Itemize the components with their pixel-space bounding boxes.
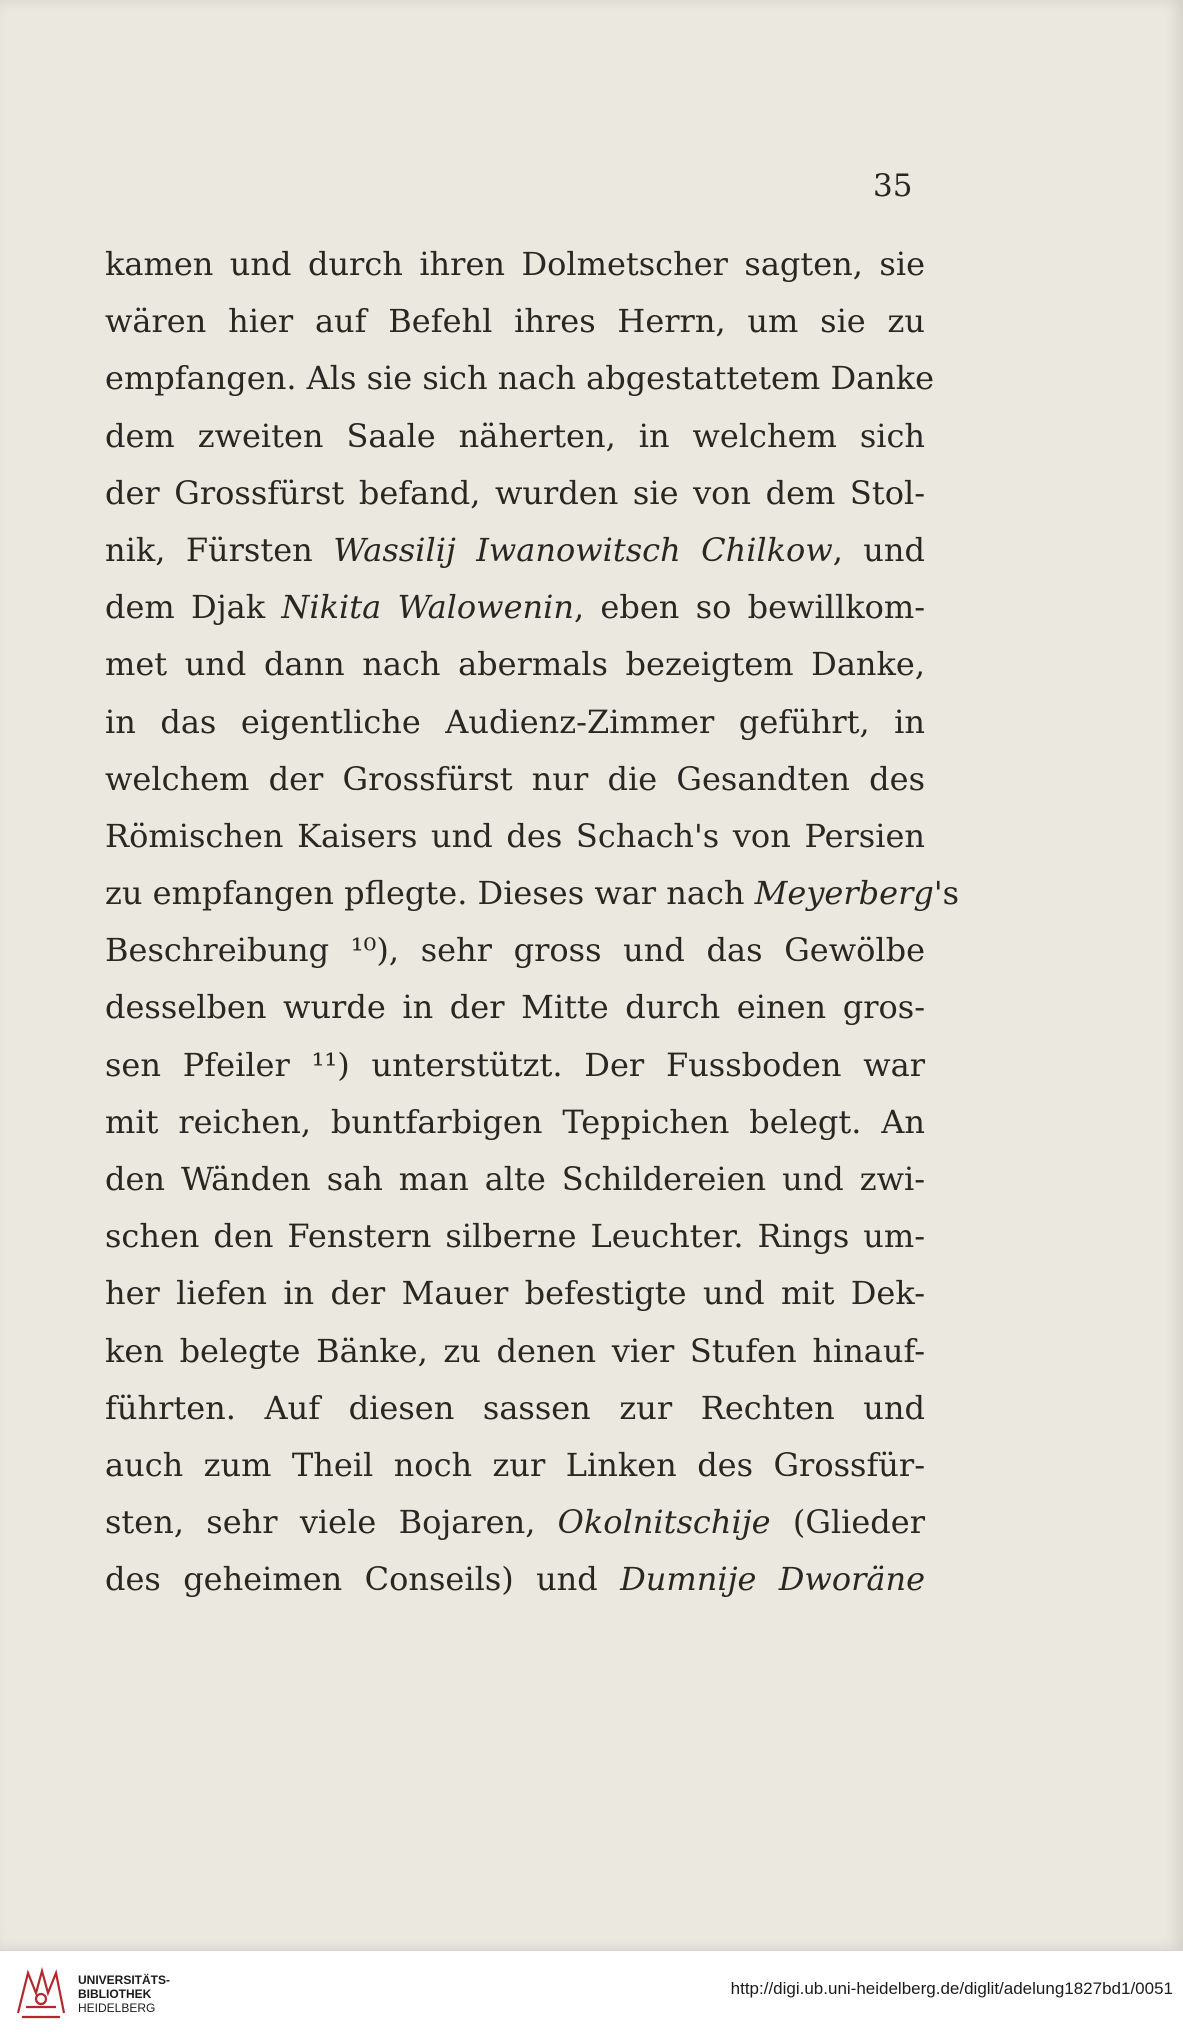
- body-text: [105, 236, 960, 1609]
- text-line: [105, 636, 925, 693]
- italic-name: Okolnitschije: [557, 1503, 771, 1542]
- text-segment: in das eigentliche Audienz-Zimmer geführt, in: [105, 702, 925, 741]
- text-segment: desselben wurde in der Mitte durch einen gros-: [105, 988, 925, 1027]
- text-segment: (Glieder: [770, 1503, 926, 1542]
- italic-name: Wassilij Iwanowitsch Chilkow: [333, 530, 833, 569]
- text-line: [105, 465, 925, 522]
- text-segment: her liefen in der Mauer befestigte und mit Dek-: [105, 1274, 925, 1313]
- library-logo-text: [78, 1973, 170, 2015]
- source-url[interactable]: http://digi.ub.uni-heidelberg.de/diglit/adelung1827bd1/0051: [730, 1979, 1173, 1998]
- text-segment: führten. Auf diesen sassen zur Rechten und: [105, 1388, 925, 1427]
- italic-name: Meyerberg: [754, 874, 934, 913]
- text-line: [105, 1208, 925, 1265]
- text-segment: welchem der Grossfürst nur die Gesandten des: [105, 759, 925, 798]
- text-segment: zu empfangen pflegte. Dieses war nach: [105, 874, 755, 913]
- text-line: [105, 1037, 925, 1094]
- text-line: [105, 751, 925, 808]
- text-line: [105, 1323, 925, 1380]
- text-line: [105, 922, 925, 979]
- text-segment: , eben so bewillkom-: [573, 588, 926, 627]
- page-number: 35: [873, 168, 913, 204]
- text-line: [105, 1437, 925, 1494]
- text-segment: met und dann nach abermals bezeigtem Danke,: [105, 645, 925, 684]
- text-line: [105, 979, 925, 1036]
- footer-bar: [0, 1950, 1183, 2034]
- text-line: [105, 808, 925, 865]
- text-line: [105, 1265, 925, 1322]
- text-line: [105, 1151, 925, 1208]
- logo-line-2: BIBLIOTHEK: [78, 1987, 152, 2001]
- italic-name: Dumnije Dworäne: [620, 1560, 925, 1599]
- text-segment: sten, sehr viele Bojaren,: [105, 1503, 558, 1542]
- text-segment: den Wänden sah man alte Schildereien und zwi-: [105, 1160, 925, 1198]
- text-line: [105, 579, 925, 636]
- text-segment: der Grossfürst befand, wurden sie von dem Stol-: [105, 473, 925, 512]
- text-segment: mit reichen, buntfarbigen Teppichen belegt. An: [105, 1102, 925, 1141]
- logo-line-3: HEIDELBERG: [78, 2001, 156, 2015]
- text-line: [105, 1551, 925, 1608]
- text-segment: dem Djak: [105, 588, 282, 627]
- text-segment: des geheimen Conseils) und: [105, 1560, 621, 1599]
- text-line: [105, 694, 925, 751]
- text-line: [105, 236, 925, 293]
- text-segment: 's: [933, 874, 960, 913]
- text-segment: auch zum Theil noch zur Linken des Grossfür-: [105, 1445, 925, 1484]
- text-line: [105, 1094, 925, 1151]
- logo-line-1: UNIVERSITÄTS-: [78, 1973, 171, 1987]
- text-segment: ken belegte Bänke, zu denen vier Stufen hinauf-: [105, 1331, 925, 1370]
- university-seal-icon: [12, 1963, 70, 2021]
- text-line: [105, 1380, 925, 1437]
- text-segment: empfangen. Als sie sich nach abgestattetem Danke: [105, 359, 935, 398]
- text-line: [105, 865, 960, 922]
- text-segment: sen Pfeiler ¹¹) unterstützt. Der Fussboden war: [105, 1045, 925, 1084]
- text-segment: , und: [832, 530, 926, 569]
- text-segment: Römischen Kaisers und des Schach's von Persien: [105, 816, 925, 855]
- text-segment: kamen und durch ihren Dolmetscher sagten, sie: [105, 245, 925, 283]
- text-segment: schen den Fenstern silberne Leuchter. Rings um-: [105, 1217, 925, 1256]
- italic-name: Nikita Walowenin: [281, 588, 574, 627]
- text-line: [105, 1494, 925, 1551]
- text-line: [105, 350, 935, 407]
- text-line: [105, 293, 925, 350]
- text-segment: dem zweiten Saale näherten, in welchem sich: [105, 416, 925, 455]
- text-line: [105, 522, 925, 579]
- text-segment: nik, Fürsten: [105, 530, 334, 569]
- text-segment: Beschreibung ¹⁰), sehr gross und das Gewölbe: [105, 931, 925, 970]
- text-line: [105, 408, 925, 465]
- text-segment: wären hier auf Befehl ihres Herrn, um sie zu: [105, 302, 925, 341]
